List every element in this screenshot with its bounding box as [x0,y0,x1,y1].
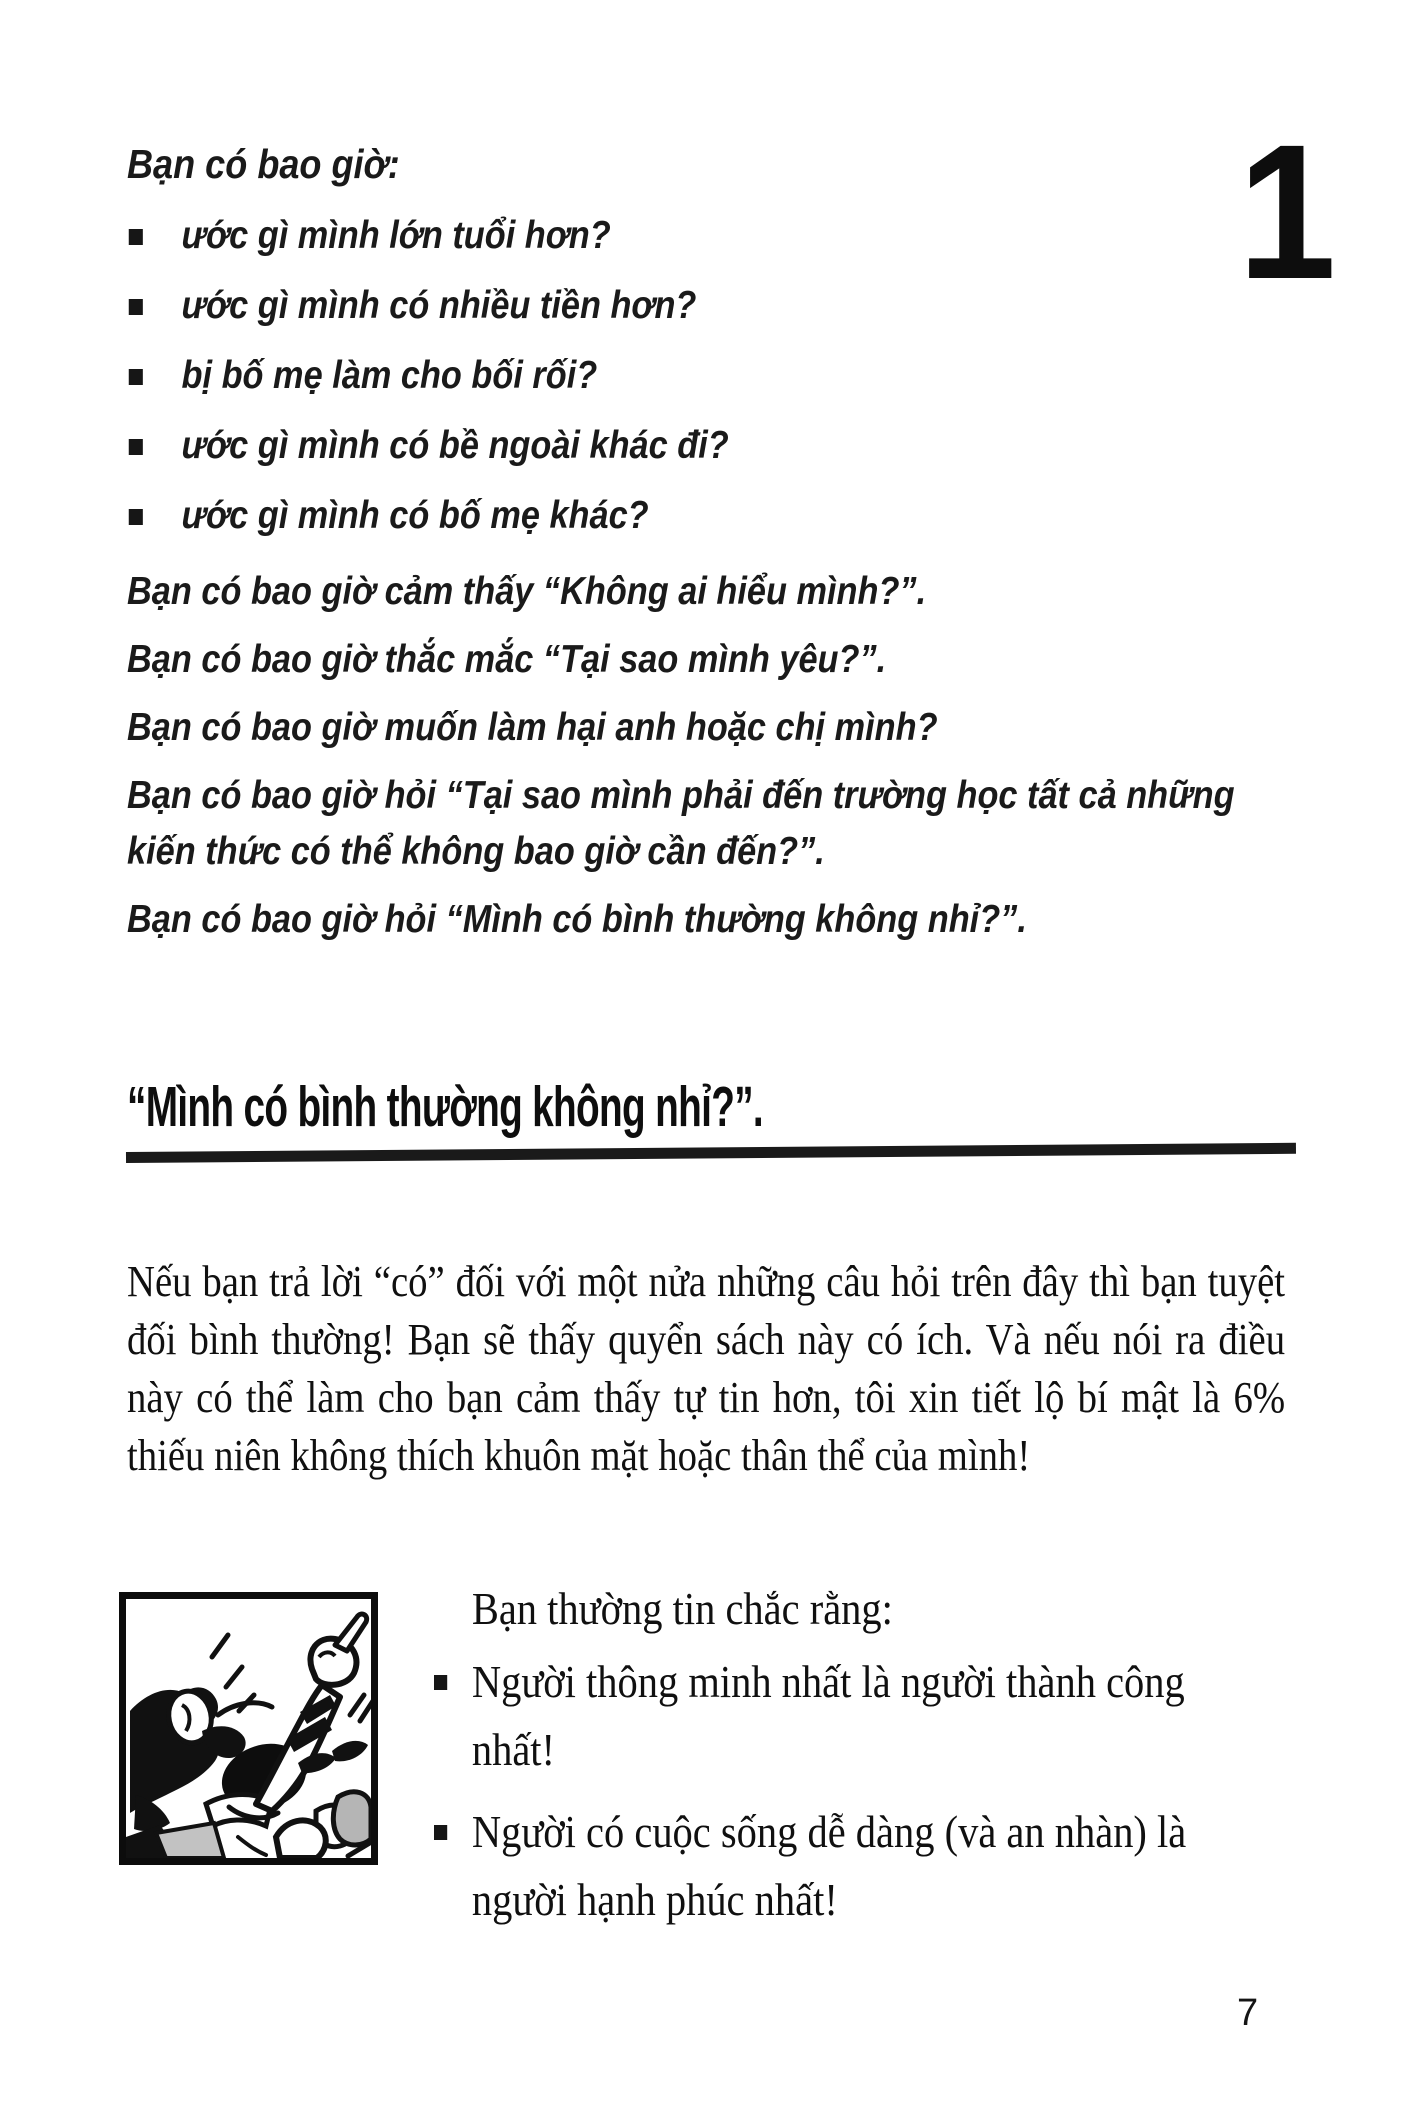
intro-lead: Bạn có bao giờ: [127,141,400,187]
bullet-square-icon [129,439,143,455]
chapter-number: 1 [1238,104,1333,319]
bullet-text: ước gì mình có bề ngoài khác đi? [181,424,729,467]
list-item [127,214,1297,258]
heading-underline [126,1143,1296,1163]
beliefs-list [434,1648,1207,1934]
intro-question: Bạn có bao giờ hỏi “Mình có bình thường không nhỉ?”. [127,898,1027,941]
bullet-square-icon [129,229,143,245]
intro-question-list [127,564,1297,948]
intro-question: Bạn có bao giờ cảm thấy “Không ai hiểu mình?”. [127,570,927,613]
section-heading: “Mình có bình thường không nhỉ?”. [127,1075,763,1139]
intro-question: Bạn có bao giờ thắc mắc “Tại sao mình yêu?”. [127,638,887,681]
beliefs-lead: Bạn thường tin chắc rằng: [471,1583,893,1634]
bullet-text: ước gì mình có bố mẹ khác? [181,494,649,537]
beliefs-section [434,1580,1207,1948]
intro-bullet-list [127,214,1297,538]
page-number: 7 [1237,1992,1259,2034]
belief-text: Người có cuộc sống dễ dàng (và an nhàn) là người hạnh phúc nhất! [471,1806,1187,1925]
bullet-text: bị bố mẹ làm cho bối rối? [181,354,598,397]
bullet-text: ước gì mình lớn tuổi hơn? [181,214,611,257]
bullet-square-icon [434,1675,447,1690]
intro-section [127,140,1297,960]
bullet-square-icon [129,299,143,315]
bullet-square-icon [129,369,143,385]
list-item [127,424,1297,468]
intro-question: Bạn có bao giờ muốn làm hại anh hoặc chị mình? [127,706,938,749]
belief-text: Người thông minh nhất là người thành công nhất! [471,1656,1185,1775]
bullet-square-icon [129,509,143,525]
list-item [434,1798,1207,1934]
bullet-text: ước gì mình có nhiều tiền hơn? [181,284,697,327]
cartoon-illustration [119,1592,378,1865]
pointing-cartoon-drawing [126,1599,371,1858]
list-item [127,284,1297,328]
intro-question: Bạn có bao giờ hỏi “Tại sao mình phải đến trường học tất cả những kiến thức có thể không bao giờ cần đến?”. [127,774,1235,873]
list-item [127,354,1297,398]
body-paragraph: Nếu bạn trả lời “có” đối với một nửa những câu hỏi trên đây thì bạn tuyệt đối bình thường! Bạn sẽ thấy quyển sách này có ích. Và nếu nói ra điều này có thể làm cho bạn cảm thấy tự tin hơn, tôi xin tiết lộ bí mật là 6% thiếu niên không thích khuôn mặt hoặc thân thể của mình! [127,1257,1286,1480]
list-item [127,494,1297,538]
list-item [434,1648,1207,1784]
bullet-square-icon [434,1825,447,1840]
